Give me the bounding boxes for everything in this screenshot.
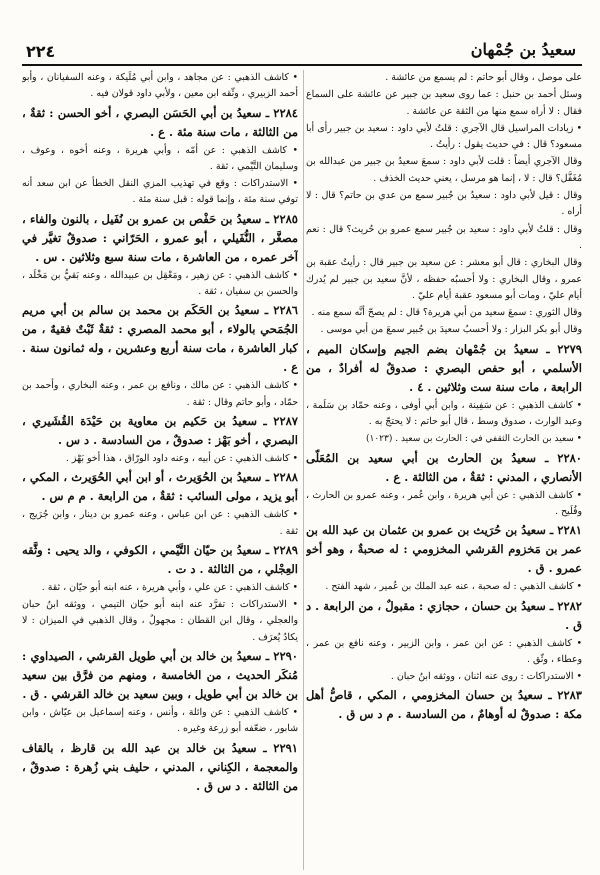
entry-paragraph: • زيادات المراسيل قال الآجري : قلتُ لأبي داود : سعيد بن جبير رأى أبا مسعود؟ قال : في حديث يقول : رأيتُ . [306, 122, 582, 151]
entry-heading: ٢٢٧٩ ـ سعيدُ بن جُمْهان بضم الجيم وإسكان الميم ، الأسلمي ، أبو حفص البصري : صدوقٌ له أفرادٌ ، من الرابعة ، مات سنة ست وثلاثين . ٤ . [306, 341, 582, 394]
entry-heading: ٢٢٨٣ ـ سعيدُ بن حسان المخزومي ، المكي ، قاصُّ أهل مكة : صدوقٌ له أوهامٌ ، من السادسة . م د س ق . [306, 688, 582, 722]
left-column [22, 70, 298, 870]
entry-paragraph: وقال أبو بكر البزار : ولا أحسبُ سعيدَ بن جُبير سمعَ من أبي موسى . [320, 324, 582, 336]
entry-heading: ٢٢٨٦ ـ سعيدُ بن الحَكَم بن محمد بن سالم بن أبي مريم الجُمَحي بالولاء ، أبو محمد المصري : ثقةٌ ثَبْتٌ فقيهٌ ، من كبار العاشرة ، مات سنة أربع وعشرين ، وله ثمانون سنة . ع . [22, 303, 298, 375]
entry-heading: ٢٢٨٢ ـ سعيدُ بن حسان ، حجازي : مقبولٌ ، من الرابعة . د ق . [306, 598, 582, 632]
entry-heading: ٢٢٨١ ـ سعيدُ بن حُرَيث بن عمرو بن عثمان بن عبد الله بن عمر بن مَخزوم القرشي المخزومي : له صحبةٌ ، وهو أخو عمرو . ق . [306, 523, 582, 576]
entry-paragraph: وقال الثوري : سمعَ سعيد من أبي هريرة؟ قال : لم يصحّ أنَّه سمع منه . [311, 307, 582, 319]
entry-heading: ٢٢٩١ ـ سعيدُ بن خالد بن عبد الله بن قارظ ، بالقاف والمعجمة ، الكِناني ، المدني ، حليف بني زُهرة : صدوقٌ ، من الثالثة . د س ق . [22, 740, 298, 793]
entry-paragraph: • الاستدراكات : تفرَّد عنه ابنه أبو حيّان التيمي ، ووثقه ابنُ حبان والعجلي ، وقال ابن القطان : مجهولٌ ، وقال الذهبي في الميزان : لا يكادُ يُعرَف . [22, 599, 298, 643]
entry-heading: ٢٢٩٠ ـ سعيدُ بن خالد بن أبي طويل القرشي ، الصيداوي : مُنكَر الحديث ، من الخامسة ، ومنهم من فرَّق بين سعيد بن خالد بن أبي طويل ، وبين سعيد بن خالد القرشي . ق . [22, 649, 298, 702]
entry-paragraph: • كاشف الذهبي : عن أمّه ، وأبي هريرة ، وعنه أخوه ، وعوف ، وسليمان التَّيْمي ، ثقة . [22, 144, 298, 172]
entry-heading: ٢٢٨٤ ـ سعيدُ بن أبي الحَسَن البصري ، أخو الحسن : ثقةٌ ، من الثالثة ، مات سنة مئة . ع . [22, 105, 298, 139]
entry-paragraph: • الاستدراكات : روى عنه اثنان ، ووثقه ابنُ حبان . [390, 671, 582, 683]
entry-paragraph: • الاستدراكات : وقع في تهذيب المزي النقل الخطأ عن ابن سعد أنه توفي سنة مئة ، وإنما قوله : قبل سنة مئة . [22, 178, 298, 206]
entry-paragraph: وقال البخاري : قال أبو معشر : عن سعيد بن جبير قال : رأيتُ عقبة بن عمرو ، وقال البخاري : ولا أحسبُه حفظه ، لأنَّ سعيد بن جبير لم يُدرك أيام عليّ ، ومات أبو مسعود عقبة أيام عليّ . [306, 257, 582, 301]
entry-heading: ٢٢٨٨ ـ سعيدُ بن الحُوَيرث ، أو ابن أبي الحُوَيرث ، المكي ، أبو يزيد ، مولى السائب : ثقةٌ ، من الرابعة . م م س . [22, 470, 298, 504]
entry-paragraph: • كاشف الذهبي : عن زهير ، ومَعْقِل بن عبيدالله ، وعنه بَقيُّ بن مَخْلَد ، والحسن بن سفيان ، ثقة . [22, 269, 298, 298]
entry-paragraph: • كاشف الذهبي : عن أبيه ، وعنه داود الورّاق ، هذا أخو بَهْز . [65, 452, 298, 464]
right-column [306, 70, 582, 870]
entry-paragraph: • كاشف الذهبي : عن ابن عمر ، وابن الزبير ، وعنه نافع بن عمر ، وعطاء ، وثّق . [306, 637, 582, 665]
page-header [22, 40, 580, 64]
entry-paragraph: على موصل ، وقال أبو حاتم : لم يسمع من عائشة . [385, 72, 582, 83]
entry-heading: ٢٢٨٠ ـ سعيدُ بن الحارث بن أبي سعيد بن المُعَلّى الأنصاري ، المدني : ثقةٌ ، من الثالثة . ع . [306, 450, 582, 484]
entry-paragraph: وقال : قيل لأبي داود : سعيدُ بن جُبير سمع من عدي بن حاتم؟ قال : لا أراه . [306, 190, 582, 218]
entry-heading: ٢٢٨٩ ـ سعيدُ بن حيّان التَّيْمي ، الكوفي ، والد يحيى : وثَّقه العِجْلي ، من الثالثة . د ت . [22, 542, 298, 576]
entry-heading: ٢٢٨٥ ـ سعيدُ بن حَفْص بن عمرو بن نُفَيل ، بالنون والفاء ، مصغَّر ، النُّفَيلي ، أبو عمرو ، الحَرّاني : صدوقٌ تغيَّر في آخر عمره ، من العاشرة ، مات سنة سبع وثلاثين . س . [22, 211, 298, 264]
cross-reference-note: • سعيد بن الحارث الثقفي في : الحارث بن سعيد . (١٠٢٣) [366, 434, 582, 445]
entry-paragraph: • كاشف الذهبي : له صحبة ، عنه عبد الملك بن عُمير ، شهد الفتح . [325, 581, 582, 593]
entry-paragraph: • كاشف الذهبي : عن مجاهد ، وابن أبي مُلَيكة ، وعنه السفيانان ، وأبو أحمد الزبيري ، وثّقه ابن معين ، ولأبي داود قولان فيه . [22, 72, 298, 100]
column-divider [303, 70, 304, 870]
entry-paragraph: • كاشف الذهبي : عن ابن عباس ، وعنه عمرو بن دينار ، وابن جُرَيج ، ثقة . [22, 509, 298, 537]
header-rule [22, 64, 582, 66]
entry-paragraph: وقال : قلتُ لأبي داود : سعيد بن جُبير سمع عمرو بن حُريث؟ قال : نعم . [306, 223, 582, 251]
entry-paragraph: • كاشف الذهبي : عن وائلة ، وأنس ، وعنه إسماعيل بن عيّاش ، وابن شابور ، ضعّفه أبو زرعة وغيره . [22, 707, 298, 735]
entry-heading: ٢٢٨٧ ـ سعيدُ بن حَكيم بن معاوية بن حَيْدَة القُشَيري ، البصري ، أخو بَهْز : صدوقٌ ، من السادسة . د س . [22, 413, 298, 447]
entry-paragraph: • كاشف الذهبي : عن علي ، وأبي هريرة ، عنه ابنه أبو حيّان ، ثقة . [41, 581, 298, 593]
entry-paragraph: • كاشف الذهبي : عن مالك ، ونافع بن عمر ، وعنه البخاري ، وأحمد بن حمّاد ، وأبو حاتم وقال : ثقة . [22, 380, 298, 408]
page-number: ٢٢٤ [26, 42, 56, 61]
entry-paragraph: • كاشف الذهبي : عن سَفِينة ، وابن أبي أوفى ، وعنه حمّاد بن سَلَمة ، وعبد الوارث ، صدوق وسط ، قال أبو حاتم : لا يحتجّ به . [306, 399, 582, 428]
entry-paragraph: • كاشف الذهبي : عن أبي هريرة ، وابن عُمر ، وعنه عمرو بن الحارث ، وفُلَيح . [306, 489, 582, 517]
entry-paragraph: وسئل أحمد بن حنبل : عما روى سعيد بن جبير عن عائشة على السماع فقال : لا أراه سمع منها من الثقة عن عائشة . [306, 89, 582, 117]
entry-paragraph: وقال الآجري أيضاً : قلت لأبي داود : سمعَ سعيدُ بن جبير من عبدالله بن مُغَفَّل؟ قال : لا ، إنما هو مرسل ، يعني حديث الخذف . [306, 156, 582, 184]
running-title: سعيدُ بن جُمْهان [470, 40, 576, 59]
